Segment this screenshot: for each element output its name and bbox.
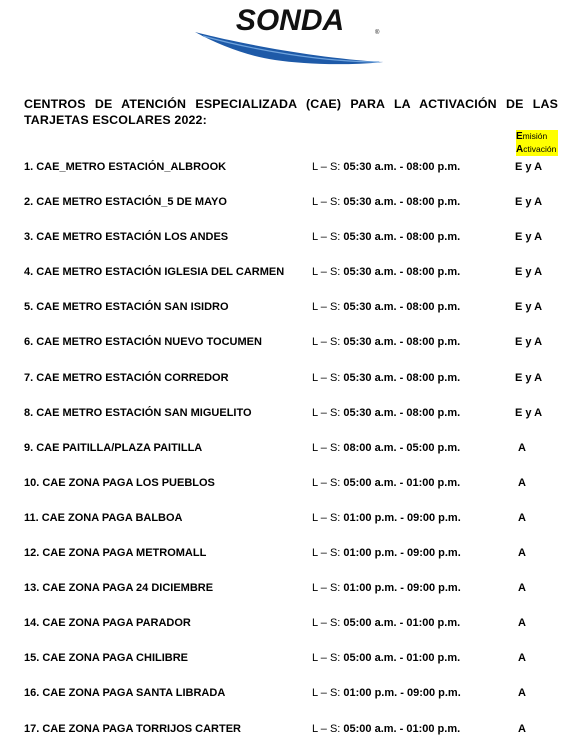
schedule-hours: 01:00 p.m. - 09:00 p.m.	[343, 687, 461, 700]
list-item	[24, 262, 564, 297]
legend-emision-rest: misión	[522, 131, 548, 141]
legend-activacion	[516, 143, 558, 156]
logo-wordmark: SONDA	[235, 4, 345, 37]
list-item	[24, 683, 564, 718]
service-code: A	[518, 441, 526, 454]
list-item	[24, 368, 564, 403]
list-item	[24, 403, 564, 438]
schedule	[312, 368, 460, 388]
logo-registered-mark: ®	[375, 30, 380, 36]
cae-name: 5. CAE METRO ESTACIÓN SAN ISIDRO	[24, 301, 229, 314]
list-item	[24, 227, 564, 262]
schedule-days: L – S:	[312, 617, 344, 630]
schedule	[312, 508, 461, 528]
list-item	[24, 192, 564, 227]
service-code: A	[518, 476, 526, 489]
list-item	[24, 543, 564, 578]
schedule	[312, 297, 460, 317]
schedule-days: L – S:	[312, 231, 344, 244]
list-item	[24, 578, 564, 613]
schedule-days: L – S:	[312, 511, 344, 524]
cae-name: 7. CAE METRO ESTACIÓN CORREDOR	[24, 371, 229, 384]
schedule	[312, 543, 461, 563]
schedule-hours: 05:30 a.m. - 08:00 p.m.	[343, 266, 461, 279]
schedule-days: L – S:	[312, 722, 344, 735]
schedule	[312, 719, 460, 739]
schedule-days: L – S:	[312, 196, 344, 209]
service-code: E y A	[515, 301, 543, 314]
service-code: E y A	[515, 406, 543, 419]
schedule-days: L – S:	[312, 161, 344, 173]
cae-name: 4. CAE METRO ESTACIÓN IGLESIA DEL CARMEN	[24, 266, 285, 279]
cae-name: 12. CAE ZONA PAGA METROMALL	[24, 547, 207, 560]
cae-name: 8. CAE METRO ESTACIÓN SAN MIGUELITO	[24, 406, 252, 419]
schedule-hours: 05:30 a.m. - 08:00 p.m.	[343, 336, 461, 349]
cae-name: 16. CAE ZONA PAGA SANTA LIBRADA	[24, 687, 226, 700]
schedule-hours: 05:30 a.m. - 08:00 p.m.	[343, 301, 461, 314]
list-item	[24, 719, 564, 754]
legend-activacion-rest: ctivación	[523, 144, 557, 154]
schedule-days: L – S:	[312, 476, 344, 489]
cae-name: 3. CAE METRO ESTACIÓN LOS ANDES	[24, 231, 229, 244]
schedule-hours: 08:00 a.m. - 05:00 p.m.	[343, 441, 461, 454]
list-item	[24, 157, 564, 192]
sonda-swoosh-logo	[193, 4, 388, 78]
schedule	[312, 157, 460, 177]
schedule-days: L – S:	[312, 266, 344, 279]
schedule-hours: 05:30 a.m. - 08:00 p.m.	[343, 196, 461, 209]
schedule	[312, 613, 460, 633]
service-code: A	[518, 722, 526, 735]
cae-name: 9. CAE PAITILLA/PLAZA PAITILLA	[24, 441, 203, 454]
legend-emision-initial: E	[516, 131, 523, 142]
list-item	[24, 473, 564, 508]
schedule	[312, 683, 461, 703]
sonda-logo	[193, 4, 388, 78]
cae-name: 14. CAE ZONA PAGA PARADOR	[24, 617, 191, 630]
schedule	[312, 227, 460, 247]
cae-name: 6. CAE METRO ESTACIÓN NUEVO TOCUMEN	[24, 336, 262, 349]
list-item	[24, 508, 564, 543]
legend-activacion-initial: A	[516, 144, 524, 155]
schedule	[312, 403, 460, 423]
cae-name: 2. CAE METRO ESTACIÓN_5 DE MAYO	[24, 196, 227, 209]
schedule-hours: 05:30 a.m. - 08:00 p.m.	[343, 231, 461, 244]
cae-name: 10. CAE ZONA PAGA LOS PUEBLOS	[24, 476, 215, 489]
schedule-days: L – S:	[312, 336, 344, 349]
service-code: A	[518, 687, 526, 700]
schedule	[312, 473, 460, 493]
schedule-hours: 05:30 a.m. - 08:00 p.m.	[343, 371, 461, 384]
page-heading: CENTROS DE ATENCIÓN ESPECIALIZADA (CAE) PARA LA ACTIVACIÓN DE LAS TARJETAS ESCOLARES 2022:	[24, 97, 558, 127]
schedule	[312, 648, 460, 668]
schedule-hours: 01:00 p.m. - 09:00 p.m.	[343, 511, 461, 524]
service-code: E y A	[515, 161, 543, 173]
schedule-days: L – S:	[312, 371, 344, 384]
schedule-hours: 01:00 p.m. - 09:00 p.m.	[343, 582, 461, 595]
schedule-hours: 05:00 a.m. - 01:00 p.m.	[343, 476, 461, 489]
service-code: A	[518, 511, 526, 524]
schedule	[312, 332, 460, 352]
list-item	[24, 648, 564, 683]
schedule-days: L – S:	[312, 301, 344, 314]
list-item	[24, 613, 564, 648]
schedule-hours: 01:00 p.m. - 09:00 p.m.	[343, 547, 461, 560]
legend	[516, 130, 558, 156]
cae-name: 11. CAE ZONA PAGA BALBOA	[24, 511, 183, 524]
service-code: E y A	[515, 266, 543, 279]
list-item	[24, 332, 564, 367]
cae-list	[24, 157, 564, 754]
schedule	[312, 578, 461, 598]
cae-name: 13. CAE ZONA PAGA 24 DICIEMBRE	[24, 582, 214, 595]
schedule	[312, 438, 460, 458]
schedule-hours: 05:00 a.m. - 01:00 p.m.	[343, 652, 461, 665]
service-code: E y A	[515, 196, 543, 209]
service-code: E y A	[515, 371, 543, 384]
legend-emision	[516, 130, 558, 143]
cae-name: 15. CAE ZONA PAGA CHILIBRE	[24, 652, 188, 665]
schedule-days: L – S:	[312, 547, 344, 560]
schedule-days: L – S:	[312, 441, 344, 454]
schedule-hours: 05:00 a.m. - 01:00 p.m.	[343, 722, 461, 735]
service-code: A	[518, 582, 526, 595]
cae-name: 17. CAE ZONA PAGA TORRIJOS CARTER	[24, 722, 241, 735]
schedule-days: L – S:	[312, 406, 344, 419]
schedule	[312, 192, 460, 212]
service-code: E y A	[515, 336, 543, 349]
schedule-days: L – S:	[312, 687, 344, 700]
service-code: A	[518, 617, 526, 630]
list-item	[24, 297, 564, 332]
schedule-days: L – S:	[312, 652, 344, 665]
schedule-hours: 05:00 a.m. - 01:00 p.m.	[343, 617, 461, 630]
service-code: A	[518, 547, 526, 560]
cae-name: 1. CAE_METRO ESTACIÓN_ALBROOK	[24, 161, 227, 173]
service-code: E y A	[515, 231, 543, 244]
schedule-hours: 05:30 a.m. - 08:00 p.m.	[343, 406, 461, 419]
schedule	[312, 262, 460, 282]
service-code: A	[518, 652, 526, 665]
schedule-hours: 05:30 a.m. - 08:00 p.m.	[343, 161, 461, 173]
schedule-days: L – S:	[312, 582, 344, 595]
list-item	[24, 438, 564, 473]
